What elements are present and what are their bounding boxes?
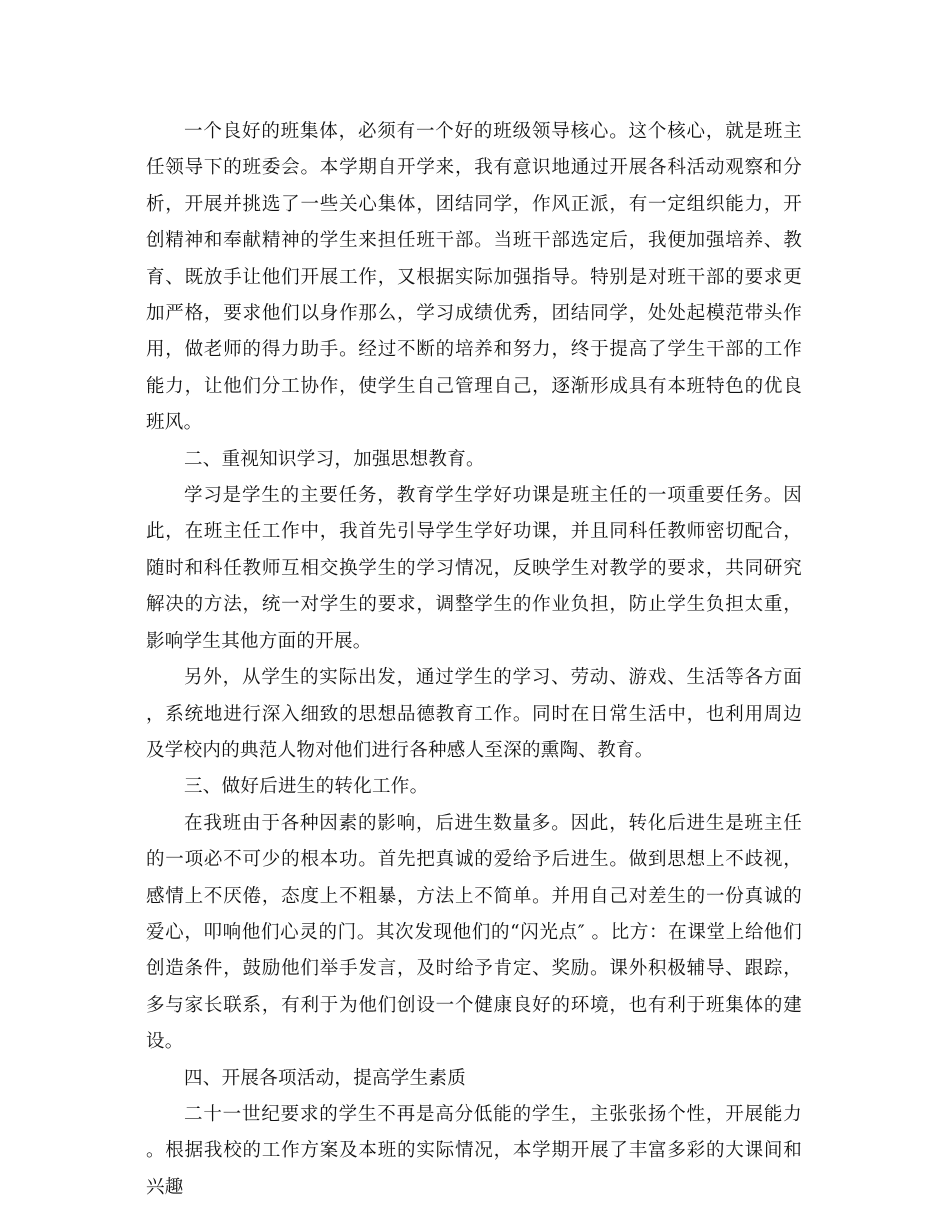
section-heading-activities: 四、开展各项活动，提高学生素质 <box>184 1067 467 1089</box>
section-heading-underachievers: 三、做好后进生的转化工作。 <box>184 776 429 798</box>
paragraph-activities: 二十一世纪要求的学生不再是高分低能的学生，主张张扬个性，开展能力。根据我校的工作方案及本班的实际情况，本学期开展了丰富多彩的大课间和兴趣 <box>146 1103 802 1198</box>
paragraph-class-committee: 一个良好的班集体，必须有一个好的班级领导核心。这个核心，就是班主任领导下的班委会。本学期自开学来，我有意识地通过开展各科活动观察和分析，开展并挑选了一些关心集体，团结同学，作风正派，有一定组织能力，开创精神和奉献精神的学生来担任班干部。当班干部选定后，我便加强培养、教育、既放手让他们开展工作，又根据实际加强指导。特别是对班干部的要求更加严格，要求他们以身作那么，学习成绩优秀，团结同学，处处起模范带头作用，做老师的得力助手。经过不断的培养和努力，终于提高了学生干部的工作能力，让他们分工协作，使学生自己管理自己，逐渐形成具有本班特色的优良班风。 <box>146 121 802 434</box>
paragraph-study-task: 学习是学生的主要任务，教育学生学好功课是班主任的一项重要任务。因此，在班主任工作中，我首先引导学生学好功课，并且同科任教师密切配合，随时和科任教师互相交换学生的学习情况，反映学生对教学的要求，共同研究解决的方法，统一对学生的要求，调整学生的作业负担，防止学生负担太重，影响学生其他方面的开展。 <box>146 485 802 652</box>
section-heading-knowledge-learning: 二、重视知识学习，加强思想教育。 <box>184 448 485 470</box>
document-body <box>146 114 802 1206</box>
paragraph-moral-education: 另外，从学生的实际出发，通过学生的学习、劳动、游戏、生活等各方面，系统地进行深入细致的思想品德教育工作。同时在日常生活中，也利用周边及学校内的典范人物对他们进行各种感人至深的熏陶、教育。 <box>146 667 802 761</box>
paragraph-underachiever-transformation: 在我班由于各种因素的影响，后进生数量多。因此，转化后进生是班主任的一项必不可少的根本功。首先把真诚的爱给予后进生。做到思想上不歧视，感情上不厌倦，态度上不粗暴，方法上不简单。并用自己对差生的一份真诚的爱心，叩响他们心灵的门。其次发现他们的“闪光点″ 。比方：在课堂上给他们创造条件，鼓励他们举手发言，及时给予肯定、奖励。课外积极辅导、跟踪，多与家长联系，有利于为他们创设一个健康良好的环境，也有利于班集体的建设。 <box>146 812 802 1053</box>
